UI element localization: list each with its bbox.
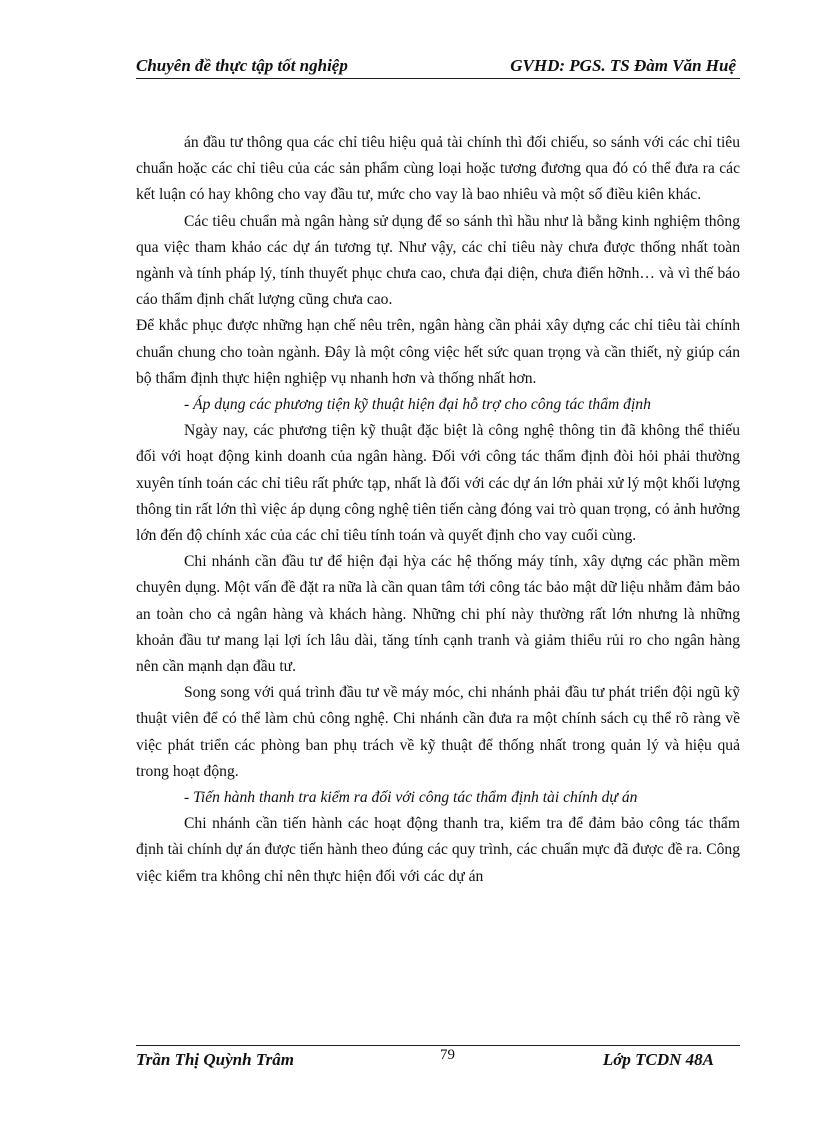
paragraph: Song song với quá trình đầu tư về máy móc, chi nhánh phải đầu tư phát triển đội ngũ kỹ thuật viên để có thể làm chủ công nghệ. Chi nhánh cần đưa ra một chính sách cụ thể rõ ràng về việc phát triển các phòng ban phụ trách về kỹ thuật để thống nhất trong quản lý và hiệu quả trong hoạt động.	[136, 684, 740, 780]
paragraph: Để khắc phục được những hạn chế nêu trên, ngân hàng cần phải xây dựng các chỉ tiêu tài chính chuẩn chung cho toàn ngành. Đây là một công việc hết sức quan trọng và cần thiết, nỳ giúp cán bộ thẩm định thực hiện nghiệp vụ nhanh hơn và thống nhất hơn.	[136, 317, 740, 387]
paragraph: Chi nhánh cần đầu tư để hiện đại hỳa các hệ thống máy tính, xây dựng các phần mềm chuyên dụng. Một vấn đề đặt ra nữa là cần quan tâm tới công tác bảo mật dữ liệu nhằm đảm bảo an toàn cho cả ngân hàng và khách hàng. Những chi phí này thường rất lớn nhưng là những khoản đầu tư mang lại lợi ích lâu dài, tăng tính cạnh tranh và giảm thiểu rủi ro cho ngân hàng nên cần mạnh dạn đầu tư.	[136, 553, 740, 676]
page-footer	[136, 1045, 740, 1076]
footer-author: Trần Thị Quỳnh Trâm	[136, 1050, 294, 1069]
header-title: Chuyên đề thực tập tốt nghiệp	[136, 56, 348, 75]
paragraph: án đầu tư thông qua các chỉ tiêu hiệu quả tài chính thì đối chiếu, so sánh với các chỉ tiêu chuẩn hoặc các chỉ tiêu của các sản phẩm cùng loại hoặc tương đương qua đó có thể đưa ra các kết luận có hay không cho vay đầu tư, mức cho vay là bao nhiêu và một số điều kiên khác.	[136, 134, 740, 204]
paragraph: Chi nhánh cần tiến hành các hoạt động thanh tra, kiểm tra để đảm bảo công tác thẩm định tài chính dự án được tiến hành theo đúng các quy trình, các chuẩn mực đã được đề ra. Công việc kiểm tra không chỉ nên thực hiện đối với các dự án	[136, 815, 740, 885]
page-number: 79	[440, 1047, 455, 1063]
page-header	[136, 52, 740, 79]
paragraph: Ngày nay, các phương tiện kỹ thuật đặc biệt là công nghệ thông tin đã không thể thiếu đối với hoạt động kinh doanh của ngân hàng. Đối với công tác thẩm định đòi hỏi phải thường xuyên tính toán các chỉ tiêu rất phức tạp, nhất là đối với các dự án lớn phải xử lý một khối lượng thông tin rất lớn thì việc áp dụng công nghệ tiên tiến càng đóng vai trò quan trọng, có ảnh hưởng lớn đến độ chính xác của các chỉ tiêu tính toán và quyết định cho vay cuối cùng.	[136, 422, 740, 545]
paragraph: Các tiêu chuẩn mà ngân hàng sử dụng để so sánh thì hầu như là bằng kinh nghiệm thông qua việc tham khảo các dự án tương tự. Như vậy, các chỉ tiêu này chưa được thống nhất toàn ngành và tính pháp lý, tính thuyết phục chưa cao, chưa đại diện, chưa điển hỡnh… và vì thế báo cáo thẩm định chất lượng cũng chưa cao.	[136, 212, 740, 309]
section-heading: - Tiến hành thanh tra kiểm ra đối với công tác thẩm định tài chính dự án	[184, 789, 638, 807]
footer-class: Lớp TCDN 48A	[602, 1050, 714, 1069]
header-supervisor: GVHD: PGS. TS Đàm Văn Huệ	[510, 56, 736, 75]
page-body	[136, 130, 740, 890]
section-heading: - Áp dụng các phương tiện kỹ thuật hiện đại hỗ trợ cho công tác thẩm định	[184, 396, 651, 414]
